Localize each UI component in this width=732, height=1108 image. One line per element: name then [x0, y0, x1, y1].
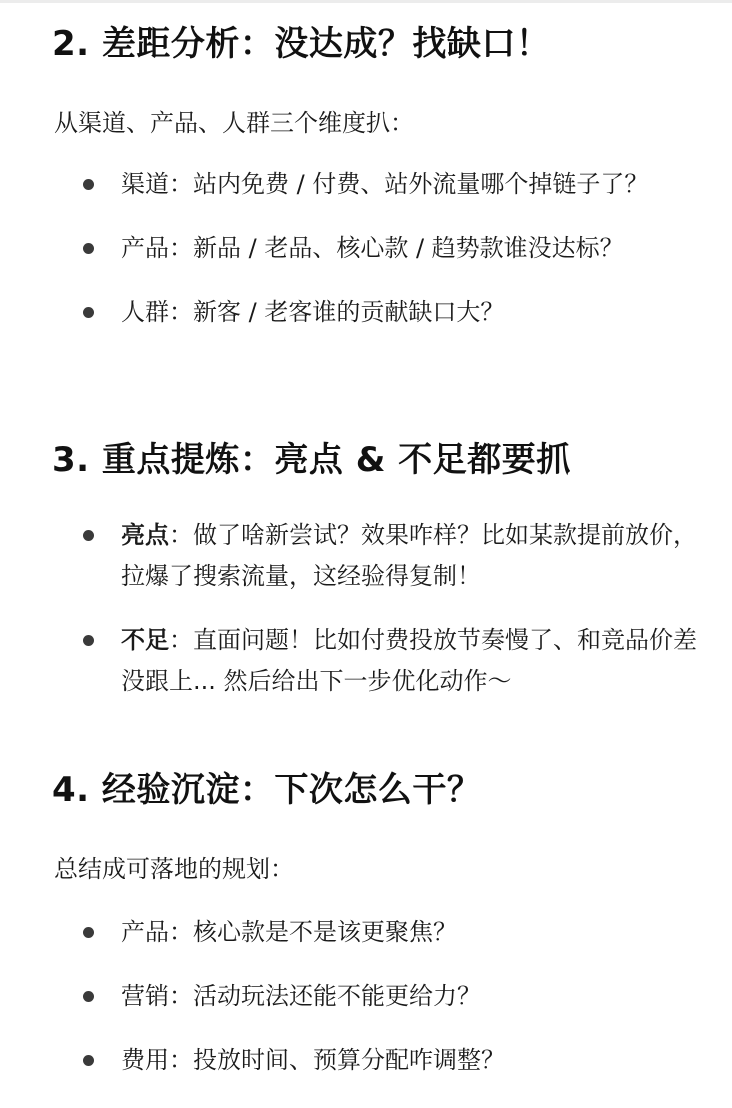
list-item-text: 营销：活动玩法还能不能更给力？ [121, 982, 481, 1010]
list-item-text: 产品：核心款是不是该更聚焦？ [121, 918, 457, 946]
bullet-list [54, 912, 704, 1081]
section-intro: 总结成可落地的规划： [54, 855, 294, 883]
list-item [54, 292, 704, 333]
section-title: 3. 重点提炼：亮点 & 不足都要抓 [52, 440, 571, 480]
bullet-dot-icon [83, 635, 94, 646]
bullet-dot-icon [83, 530, 94, 541]
bullet-list [54, 164, 704, 333]
list-item-text: 费用：投放时间、预算分配咋调整？ [121, 1046, 505, 1074]
bullet-list [54, 515, 704, 702]
bullet-dot-icon [83, 927, 94, 938]
section-title: 2. 差距分析：没达成？找缺口！ [52, 24, 551, 64]
list-item [54, 164, 704, 205]
list-item [54, 228, 704, 269]
list-item [54, 515, 704, 597]
bullet-dot-icon [83, 243, 94, 254]
list-item [54, 912, 704, 953]
bullet-dot-icon [83, 179, 94, 190]
list-item-text: 人群：新客 / 老客谁的贡献缺口大？ [121, 298, 505, 326]
list-item [54, 620, 704, 702]
section-intro: 从渠道、产品、人群三个维度扒： [54, 109, 414, 137]
list-item-key: 亮点 [121, 521, 169, 549]
list-item-text: ：做了啥新尝试？效果咋样？比如某款提前放价，拉爆了搜索流量，这经验得复制！ [121, 521, 697, 590]
list-item [54, 1040, 704, 1081]
top-divider [0, 0, 732, 3]
list-item-text: 渠道：站内免费 / 付费、站外流量哪个掉链子了？ [121, 170, 649, 198]
list-item-text: 产品：新品 / 老品、核心款 / 趋势款谁没达标？ [121, 234, 624, 262]
bullet-dot-icon [83, 307, 94, 318]
list-item [54, 976, 704, 1017]
list-item-key: 不足 [121, 626, 169, 654]
section-title: 4. 经验沉淀：下次怎么干？ [52, 770, 482, 810]
list-item-text: ：直面问题！比如付费投放节奏慢了、和竞品价差没跟上... 然后给出下一步优化动作～ [121, 626, 697, 695]
bullet-dot-icon [83, 1055, 94, 1066]
bullet-dot-icon [83, 991, 94, 1002]
